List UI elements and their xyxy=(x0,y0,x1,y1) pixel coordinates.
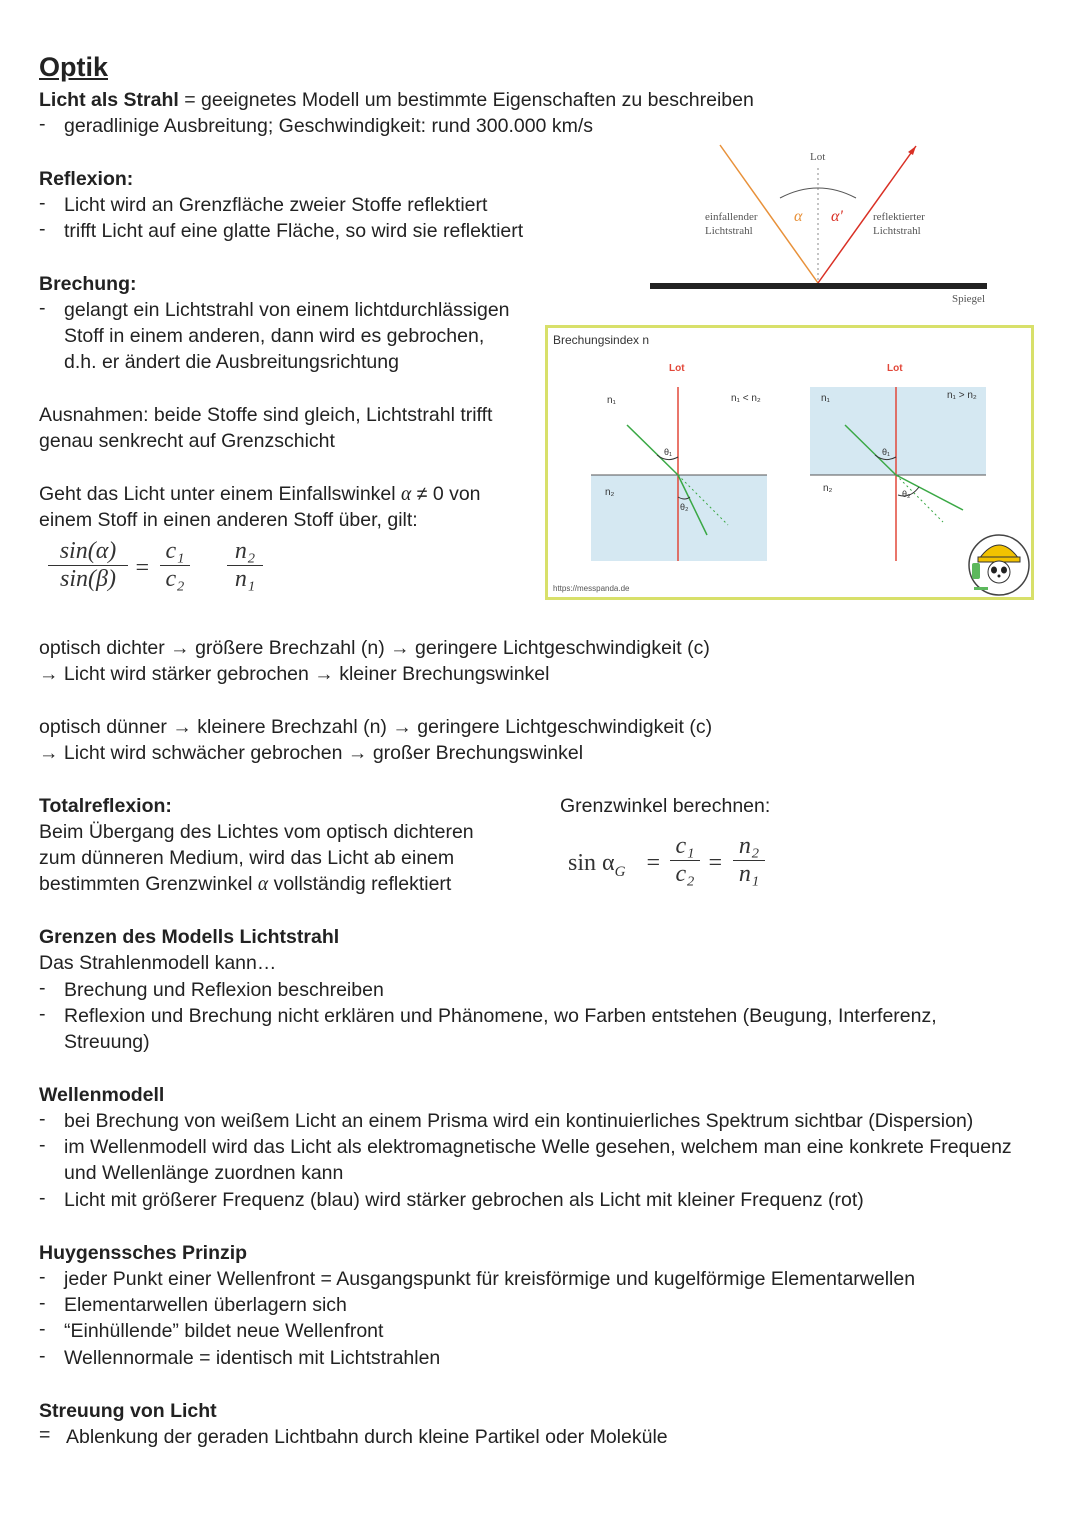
theta2-left: θ₂ xyxy=(680,502,689,512)
reflected-label-1: reflektierter xyxy=(873,211,925,223)
grenz-fraction-n: $\frac{\text{n₂}}{\text{n₁}}$ xyxy=(733,833,765,888)
theta1-right: θ₁ xyxy=(882,447,891,457)
wellenmodell-item: bei Brechung von weißem Licht an einem Prisma wird ein kontinuierliches Spektrum sichtbar (Dispersion) xyxy=(64,1110,974,1132)
reflexion-item: Licht wird an Grenzfläche zweier Stoffe reflektiert xyxy=(64,194,488,216)
reflected-ray-arrow xyxy=(908,146,916,155)
alpha-prime-label: α' xyxy=(831,208,843,225)
mirror-surface xyxy=(650,283,987,289)
medium-n2-left xyxy=(591,475,767,561)
strahl-item: geradlinige Ausbreitung; Geschwindigkeit: rund 300.000 km/s xyxy=(64,115,593,137)
dichter-line: → Licht wird stärker gebrochen → kleiner Brechungswinkel xyxy=(39,663,550,685)
diagram-title: Brechungsindex n xyxy=(553,333,650,347)
theta1-left: θ₁ xyxy=(664,447,673,457)
snell-fraction-c xyxy=(160,538,190,593)
n2-label-left: n₂ xyxy=(605,487,615,498)
huygens-item: Elementarwellen überlagern sich xyxy=(64,1294,347,1316)
snell-den-c: c₂ xyxy=(160,565,190,593)
snell-den-n: n₁ xyxy=(227,565,263,593)
panda-mascot-logo xyxy=(969,535,1029,595)
snell-num-n: n₂ xyxy=(234,538,256,564)
huygens-item: Wellennormale = identisch mit Lichtstrahlen xyxy=(64,1347,441,1369)
grenz-equals-1: = xyxy=(645,850,662,876)
ausnahmen-line: Ausnahmen: beide Stoffe sind gleich, Lichtstrahl trifft xyxy=(39,404,493,426)
ausnahmen-line: genau senkrecht auf Grenzschicht xyxy=(39,430,335,452)
snell-num-c: c₁ xyxy=(165,538,185,564)
relation-left: n₁ < n₂ xyxy=(731,393,761,404)
source-url: https://messpanda.de xyxy=(553,584,630,593)
grenzen-item-cont: Streuung) xyxy=(64,1031,150,1053)
grenzen-item: Reflexion und Brechung nicht erklären und Phänomene, wo Farben entstehen (Beugung, Interferenz, xyxy=(64,1005,937,1027)
brechung-heading: Brechung: xyxy=(39,273,137,295)
grenzwinkel-heading: Grenzwinkel berechnen: xyxy=(560,795,771,817)
streuung-line: Ablenkung der geraden Lichtbahn durch kleine Partikel oder Moleküle xyxy=(66,1426,668,1448)
lot-label-right: Lot xyxy=(887,363,903,374)
theta2-right: θ₂ xyxy=(902,489,911,499)
grenzen-intro: Das Strahlenmodell kann… xyxy=(39,952,277,974)
n2-label-right: n₂ xyxy=(823,483,833,494)
dichter-line: optisch dichter → größere Brechzahl (n) → geringere Lichtgeschwindigkeit (c) xyxy=(39,637,710,659)
reflexion-item: trifft Licht auf eine glatte Fläche, so wird sie reflektiert xyxy=(64,220,524,242)
mirror-label: Spiegel xyxy=(952,293,985,305)
totalreflexion-line: Beim Übergang des Lichtes vom optisch dichteren xyxy=(39,821,474,843)
wellenmodell-heading: Wellenmodell xyxy=(39,1084,165,1106)
grenzen-heading: Grenzen des Modells Lichtstrahl xyxy=(39,926,340,948)
snell-num-sin: sin(α) xyxy=(59,538,117,564)
incoming-label-1: einfallender xyxy=(705,211,758,223)
grenzen-item: Brechung und Reflexion beschreiben xyxy=(64,979,384,1001)
huygens-heading: Huygenssches Prinzip xyxy=(39,1242,248,1264)
snell-fraction-n xyxy=(227,538,263,593)
huygens-item: jeder Punkt einer Wellenfront = Ausgangspunkt für kreisförmige und kugelförmige Elementarwellen xyxy=(64,1268,916,1290)
brechung-line: gelangt ein Lichtstrahl von einem lichtdurchlässigen xyxy=(64,299,510,321)
alpha-label: α xyxy=(794,208,803,225)
snell-fraction-sin xyxy=(48,538,128,593)
law-line-1: Geht das Licht unter einem Einfallswinkel α ≠ 0 von xyxy=(39,483,481,505)
grenz-equals-2: = xyxy=(707,850,724,876)
lot-label: Lot xyxy=(810,151,826,163)
n1-label-left: n₁ xyxy=(607,395,616,406)
totalreflexion-line-3: bestimmten Grenzwinkel α vollständig reflektiert xyxy=(39,873,452,895)
snell-equals: = xyxy=(134,555,151,581)
huygens-item: “Einhüllende” bildet neue Wellenfront xyxy=(64,1320,384,1342)
reflexion-heading: Reflexion: xyxy=(39,168,134,190)
totalreflexion-heading: Totalreflexion: xyxy=(39,795,172,817)
duenner-line: optisch dünner → kleinere Brechzahl (n) → geringere Lichtgeschwindigkeit (c) xyxy=(39,716,713,738)
grenz-lhs: $\sin \alpha_G$ xyxy=(568,850,626,880)
wellenmodell-item: im Wellenmodell wird das Licht als elektromagnetische Welle gesehen, welchem man eine konkrete Frequenz xyxy=(64,1136,1012,1158)
brechung-line: Stoff in einem anderen, dann wird es gebrochen, xyxy=(64,325,485,347)
brechung-line: d.h. er ändert die Ausbreitungsrichtung xyxy=(64,351,399,373)
lot-label-left: Lot xyxy=(669,363,685,374)
strahl-label: Licht als Strahl xyxy=(39,89,179,111)
law-alpha: α xyxy=(401,484,412,505)
strahl-def-text: = geeignetes Modell um bestimmte Eigenschaften zu beschreiben xyxy=(178,89,754,111)
totalreflexion-line: zum dünneren Medium, wird das Licht ab einem xyxy=(39,847,455,869)
relation-right: n₁ > n₂ xyxy=(947,390,977,401)
wellenmodell-item: Licht mit größerer Frequenz (blau) wird stärker gebrochen als Licht mit kleiner Frequenz (rot) xyxy=(64,1189,864,1211)
grenz-fraction-c: $\frac{\text{c₁}}{\text{c₂}}$ xyxy=(670,833,700,888)
reflected-label-2: Lichtstrahl xyxy=(873,225,921,237)
duenner-line: → Licht wird schwächer gebrochen → großer Brechungswinkel xyxy=(39,742,584,764)
incoming-label-2: Lichtstrahl xyxy=(705,225,753,237)
snell-den-sin: sin(β) xyxy=(48,565,128,593)
law-line-2: einem Stoff in einen anderen Stoff über, gilt: xyxy=(39,509,418,531)
strahl-definition xyxy=(39,87,754,113)
wellenmodell-item-cont: und Wellenlänge zuordnen kann xyxy=(64,1162,344,1184)
page-title: Optik xyxy=(39,52,109,82)
n1-label-right: n₁ xyxy=(821,393,830,404)
brechungsindex-diagram xyxy=(545,325,1035,601)
reflection-diagram xyxy=(640,140,1000,315)
grenzwinkel-alpha: α xyxy=(257,874,269,895)
streuung-heading: Streuung von Licht xyxy=(39,1400,217,1422)
